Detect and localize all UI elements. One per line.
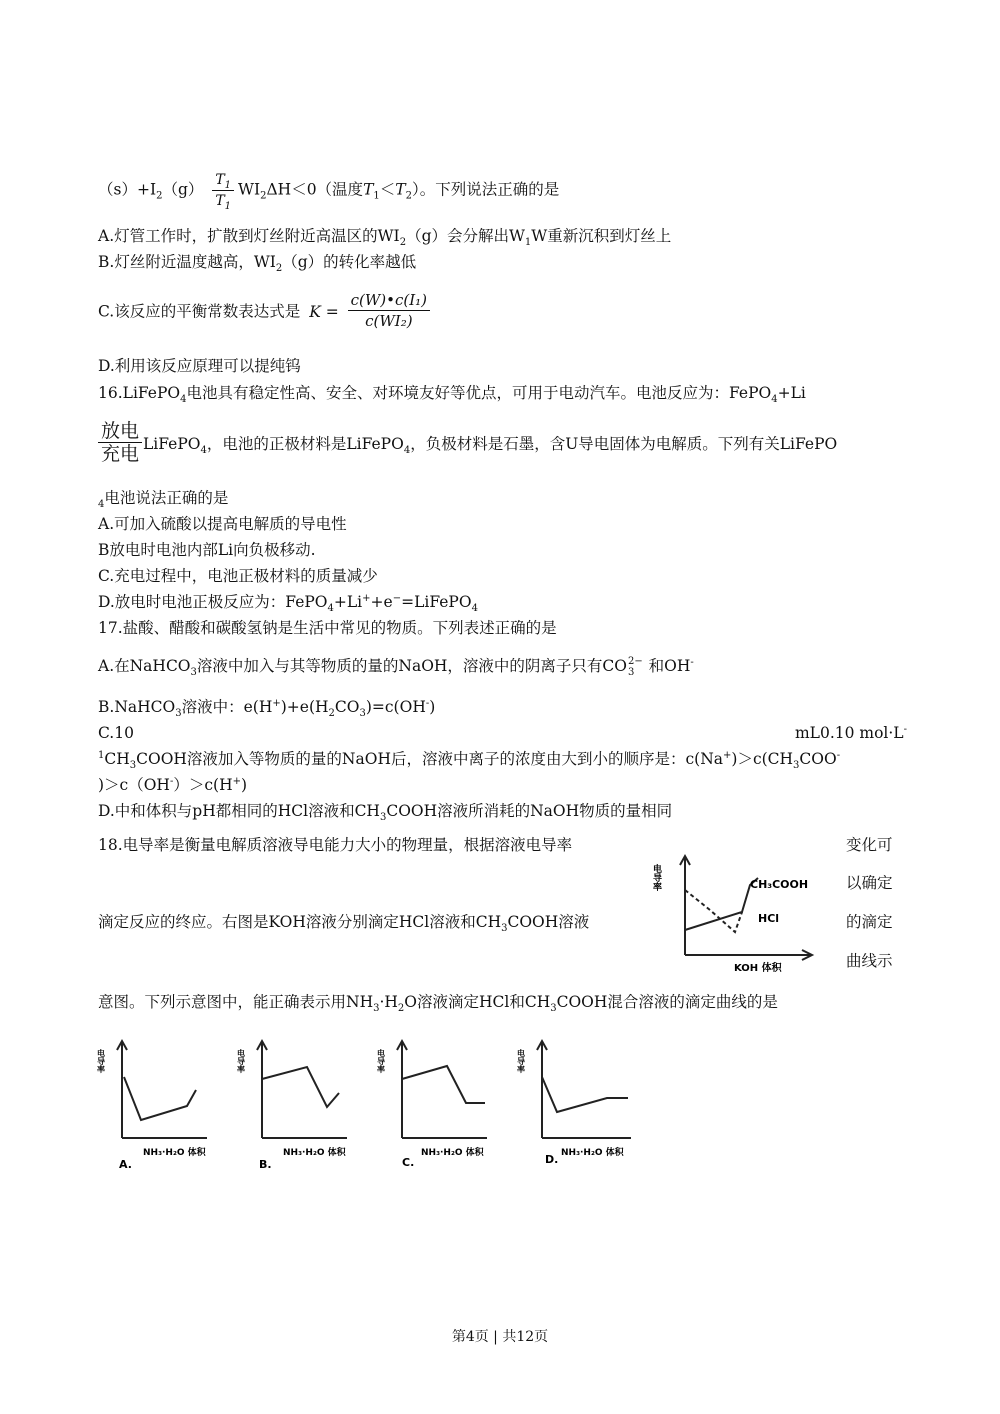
q16-option-c: C.充电过程中，电池正极材料的质量减少: [98, 567, 378, 585]
q18-stem-line3: 意图。下列示意图中，能正确表示用$NH_3\cdot H_2O$溶液滴定HCl和$CH_3COOH$混合溶液的滴定曲线的是: [98, 993, 778, 1015]
a-letter: A.: [119, 1158, 132, 1171]
ref-hcl-label: HCl: [758, 912, 780, 925]
q16-line3: $_4$电池说法正确的是: [98, 489, 229, 511]
q18-stem-right-4: 曲线示: [846, 952, 893, 970]
ref-hcl-curve: [685, 890, 742, 932]
q17-option-d: D.中和体积与pH都相同的HCl溶液和$CH_3COOH$溶液所消耗的NaOH物质的量相同: [98, 802, 673, 824]
q17-stem: 17.盐酸、醋酸和碳酸氢钠是生活中常见的物质。下列表述正确的是: [98, 619, 557, 637]
q16-option-b: B放电时电池内部Li向负极移动.: [98, 541, 316, 559]
q16-line2: LiFePO$_4$，电池的正极材料是LiFePO$_4$，负极材料是石墨，含U导电固体为电解质。下列有关LiFePO: [143, 435, 838, 457]
b-y-label: 电导率: [236, 1049, 246, 1073]
b-curve: [262, 1067, 339, 1107]
q15-option-d: D.利用该反应原理可以提纯钨: [98, 357, 301, 375]
d-letter: D.: [545, 1153, 559, 1166]
option-chart-b: [235, 1035, 360, 1175]
q17-option-c-left: C.10: [98, 724, 134, 742]
b-x-label: NH₃·H₂O 体积: [283, 1148, 346, 1158]
q18-stem-line1: 18.电导率是衡量电解质溶液导电能力大小的物理量，根据溶液电导率: [98, 836, 573, 854]
q15-option-c: C.该反应的平衡常数表达式是 K = $\frac{\text{c(W)•c(I₁)}}{\text{c(WI₂)}}$: [98, 292, 434, 333]
q17-option-a: A.在NaHCO$_3$溶液中加入与其等物质的量的NaOH，溶液中的阴离子只有CO 2− 3 和OH-: [98, 656, 694, 679]
d-curve: [542, 1077, 628, 1112]
c-y-label: 电导率: [376, 1049, 386, 1073]
q16-reaction-arrow: $\frac{\text{放电}}{\text{充电}}$: [98, 420, 142, 465]
d-x-label: NH₃·H₂O 体积: [561, 1148, 624, 1158]
c-letter: C.: [402, 1156, 415, 1169]
q17-option-b: B.NaHCO$_3$溶液中：$e(H^+)+e(H_2CO_3)=c(OH^-)$: [98, 697, 436, 720]
a-y-label: 电导率: [96, 1049, 106, 1073]
ref-y-label: 电导率: [651, 864, 661, 891]
q16-stem: 16.LiFePO$_4$电池具有稳定性高、安全、对环境友好等优点，可用于电动汽车。电池反应为：FePO$_4$+Li: [98, 384, 806, 406]
q15-option-b: B.灯丝附近温度越高，$WI_2(g)$的转化率越低: [98, 253, 417, 275]
q15-option-a: A.灯管工作时，扩散到灯丝附近高温区的$WI_2(g)$会分解出$W_1W$重新沉积到灯丝上: [98, 227, 672, 249]
option-chart-c: [375, 1035, 500, 1175]
option-chart-d: [515, 1035, 640, 1175]
q18-stem-right-3: 的滴定: [846, 913, 893, 931]
q17-option-c-line2: $^1CH_3COOH$溶液加入等物质的量的NaOH后，溶液中离子的浓度由大到小的顺序是：$c(Na^+)>c(CH_3COO^-$: [98, 749, 841, 772]
page-footer: 第4页 | 共12页: [451, 1329, 549, 1345]
a-curve: [124, 1077, 196, 1120]
c-curve: [402, 1066, 485, 1103]
q16-option-a: A.可加入硫酸以提高电解质的导电性: [98, 515, 347, 533]
q17-option-c-right: mL0.10 mol·L-: [794, 723, 907, 742]
ref-x-label: KOH 体积: [734, 963, 782, 974]
option-chart-a: [95, 1035, 220, 1175]
q16-option-d: D.放电时电池正极反应为：FePO$_4$+Li++e−=LiFePO$_4$: [98, 592, 478, 615]
q17-option-c-line3: )＞c（OH-）＞c(H+): [98, 775, 248, 794]
b-letter: B.: [259, 1158, 272, 1171]
q18-stem-line2: 滴定反应的终应。右图是KOH溶液分别滴定HCl溶液和$CH_3COOH$溶液: [98, 913, 590, 935]
q18-stem-right-2: 以确定: [846, 874, 893, 892]
ref-ch3cooh-label: CH₃COOH: [750, 878, 809, 891]
d-y-label: 电导率: [516, 1049, 526, 1073]
c-x-label: NH₃·H₂O 体积: [421, 1148, 484, 1158]
reference-titration-chart: [650, 850, 840, 975]
ref-ch3cooh-curve: [685, 878, 758, 930]
a-x-label: NH₃·H₂O 体积: [143, 1148, 206, 1158]
q18-stem-right-1: 变化可: [846, 836, 893, 854]
equation-line: $(s)+I_2(g)$ $\frac{T_1}{T_1}$ $WI_2\Delta H<0$（温度$T_1<T_2$）。下列说法正确的是: [98, 172, 560, 212]
